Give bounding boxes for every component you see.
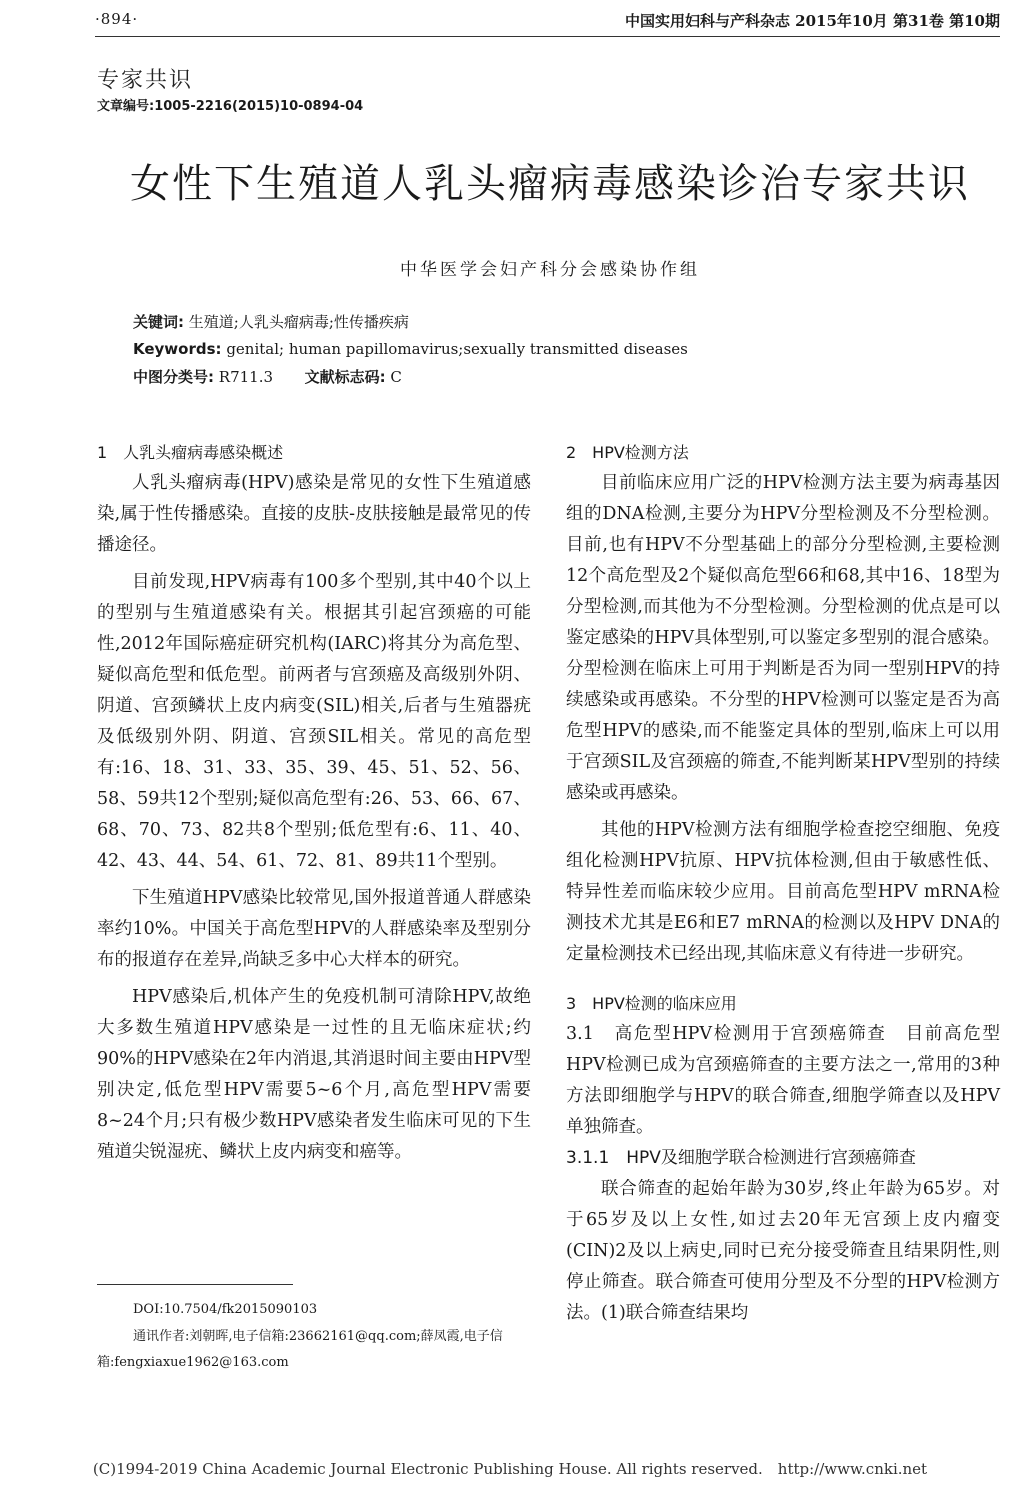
s311-paragraph: 联合筛查的起始年龄为30岁,终止年龄为65岁。对于65岁及以上女性,如过去20年无宫颈上皮内瘤变(CIN)2及以上病史,同时已充分接受筛查且结果阴性,则停止筛查。联合筛查可使用分型及不分型的HPV检测方法。(1)联合筛查结果均 xyxy=(566,1179,1000,1323)
column-type: 专家共识 xyxy=(97,68,194,93)
article-authors: 中华医学会妇产科分会感染协作组 xyxy=(400,260,700,280)
s2-paragraph-2: 其他的HPV检测方法有细胞学检查挖空细胞、免疫组化检测HPV抗原、HPV抗体检测,但由于敏感性低、特异性差而临床较少应用。目前高危型HPV mRNA检测技术尤其是E6和E7 mRNA的检测以及HPV DNA的定量检测技术已经出现,其临床意义有待进一步研究。 xyxy=(566,820,1000,964)
section-1-heading: 1 人乳头瘤病毒感染概述 xyxy=(97,443,284,462)
keywords-en-line xyxy=(133,340,688,358)
s1-paragraph-2: 目前发现,HPV病毒有100多个型别,其中40个以上的型别与生殖道感染有关。根据其引起宫颈癌的可能性,2012年国际癌症研究机构(IARC)将其分为高危型、疑似高危型和低危型。前两者与宫颈癌及高级别外阴、阴道、宫颈鳞状上皮内病变(SIL)相关,后者与生殖器疣及低级别外阴、阴道、宫颈SIL相关。常见的高危型有:16、18、31、33、35、39、45、51、52、56、58、59共12个型别;疑似高危型有:26、53、66、67、68、70、73、82共8个型别;低危型有:6、11、40、42、43、44、54、61、72、81、89共11个型别。 xyxy=(97,572,531,871)
s1-paragraph-4: HPV感染后,机体产生的免疫机制可清除HPV,故绝大多数生殖道HPV感染是一过性的且无临床症状;约90%的HPV感染在2年内消退,其消退时间主要由HPV型别决定,低危型HPV需要5~6个月,高危型HPV需要8~24个月;只有极少数HPV感染者发生临床可见的下生殖道尖锐湿疣、鳞状上皮内病变和癌等。 xyxy=(97,987,531,1162)
doccode-label: 文献标志码: xyxy=(304,368,386,386)
clc-label: 中图分类号: xyxy=(133,368,214,386)
section-3-heading: 3 HPV检测的临床应用 xyxy=(566,994,737,1013)
left-column xyxy=(97,437,531,1168)
right-column xyxy=(566,437,1000,1329)
s31-paragraph: 3.1 高危型HPV检测用于宫颈癌筛查 目前高危型HPV检测已成为宫颈癌筛查的主要方法之一,常用的3种方法即细胞学与HPV的联合筛查,细胞学筛查以及HPV单独筛查。 xyxy=(566,1024,1000,1137)
keywords-en-label: Keywords: xyxy=(133,340,222,358)
clc-value: R711.3 xyxy=(218,368,274,386)
copyright-footer: (C)1994-2019 China Academic Journal Electronic Publishing House. All rights reserved. http://www.cnki.net xyxy=(92,1460,928,1478)
keywords-line xyxy=(133,311,409,332)
doccode-value: C xyxy=(390,368,402,386)
page-number: ·894· xyxy=(95,10,139,28)
section-2-heading: 2 HPV检测方法 xyxy=(566,443,689,462)
s1-paragraph-1: 人乳头瘤病毒(HPV)感染是常见的女性下生殖道感染,属于性传播感染。直接的皮肤-皮肤接触是最常见的传播途径。 xyxy=(97,473,531,555)
journal-header: 中国实用妇科与产科杂志 2015年10月 第31卷 第10期 xyxy=(624,12,1000,30)
classification-line xyxy=(133,366,402,387)
header-rule xyxy=(95,36,1000,37)
keywords-en-text: genital; human papillomavirus;sexually transmitted diseases xyxy=(226,340,688,358)
s2-paragraph-1: 目前临床应用广泛的HPV检测方法主要为病毒基因组的DNA检测,主要分为HPV分型检测及不分型检测。目前,也有HPV不分型基础上的部分分型检测,主要检测12个高危型及2个疑似高危型66和68,其中16、18型为分型检测,而其他为不分型检测。分型检测的优点是可以鉴定感染的HPV具体型别,可以鉴定多型别的混合感染。分型检测在临床上可用于判断是否为同一型别HPV的持续感染或再感染。不分型的HPV检测可以鉴定是否为高危型HPV的感染,而不能鉴定具体的型别,临床上可以用于宫颈SIL及宫颈癌的筛查,不能判断某HPV型别的持续感染或再感染。 xyxy=(566,473,1000,803)
article-title: 女性下生殖道人乳头瘤病毒感染诊治专家共识 xyxy=(130,161,970,207)
keywords-text: 生殖道;人乳头瘤病毒;性传播疾病 xyxy=(188,313,409,331)
section-311-heading: 3.1.1 HPV及细胞学联合检测进行宫颈癌筛查 xyxy=(566,1148,916,1168)
s1-paragraph-3: 下生殖道HPV感染比较常见,国外报道普通人群感染率约10%。中国关于高危型HPV的人群感染率及型别分布的报道存在差异,尚缺乏多中心大样本的研究。 xyxy=(97,888,531,970)
footnote-doi: DOI:10.7504/fk2015090103 xyxy=(133,1302,318,1317)
footnote-correspondence: 通讯作者:刘朝晖,电子信箱:23662161@qq.com;薛凤霞,电子信箱:fengxiaxue1962@163.com xyxy=(97,1329,503,1370)
footnote-rule xyxy=(97,1284,293,1285)
article-number: 文章编号:1005-2216(2015)10-0894-04 xyxy=(97,99,364,114)
keywords-label: 关键词: xyxy=(133,313,184,331)
